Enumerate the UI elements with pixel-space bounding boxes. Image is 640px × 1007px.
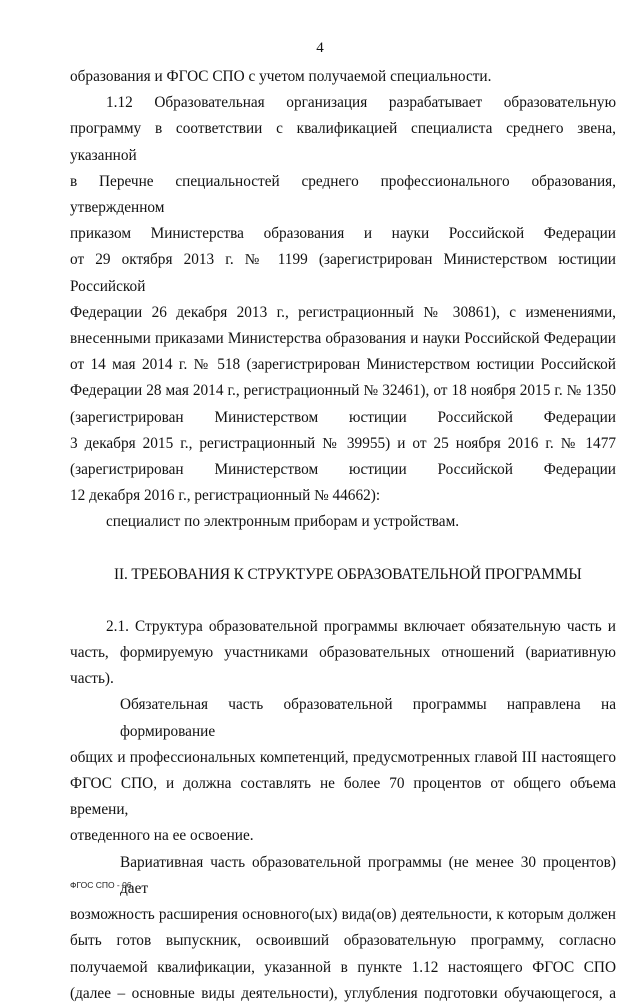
text-line: программу в соответствии с квалификацией специалиста среднего звена, указанной [70, 120, 616, 164]
text-line: (далее – основные виды деятельности), углубления подготовки обучающегося, а [70, 984, 616, 1002]
text-line: получаемой квалификации, указанной в пункте 1.12 настоящего ФГОС СПО [70, 958, 616, 976]
spacer [70, 588, 616, 614]
text-line: ФГОС СПО, и должна составлять не более 70 процентов от общего объема времени, [70, 775, 616, 819]
paragraph-2-1-start: 2.1. Структура образовательной программы включает обязательную часть и [106, 617, 616, 635]
text-line: общих и профессиональных компетенций, предусмотренных главой III настоящего [70, 748, 616, 766]
text-line: 3 декабря 2015 г., регистрационный № 39955) и от 25 ноября 2016 г. № 1477 [70, 434, 616, 452]
text-line: (зарегистрирован Министерством юстиции Российской Федерации [70, 461, 616, 479]
text-line: приказом Министерства образования и науки Российской Федерации [70, 225, 616, 243]
text-line: Федерации 26 декабря 2013 г., регистрационный № 30861), с изменениями, [70, 303, 616, 321]
text-line: отведенного на ее освоение. [70, 827, 254, 845]
paragraph-variable-start: Вариативная часть образовательной программы (не менее 30 процентов) дает [120, 853, 616, 897]
text-line: Федерации 28 мая 2014 г., регистрационный № 32461), от 18 ноября 2015 г. № 1350 [70, 382, 616, 400]
text-line: (зарегистрирован Министерством юстиции Российской Федерации [70, 408, 616, 426]
text-line: от 29 октября 2013 г. № 1199 (зарегистрирован Министерством юстиции Российской [70, 251, 616, 295]
section-heading: II. ТРЕБОВАНИЯ К СТРУКТУРЕ ОБРАЗОВАТЕЛЬНОЙ ПРОГРАММЫ [114, 565, 582, 583]
text-line: от 14 мая 2014 г. № 518 (зарегистрирован Министерством юстиции Российской [70, 356, 616, 374]
specialty-line: специалист по электронным приборам и устройствам. [106, 513, 460, 531]
text-line: часть, формируемую участниками образовательных отношений (вариативную [70, 644, 616, 662]
text-line: образования и ФГОС СПО с учетом получаемой специальности. [70, 68, 492, 85]
footer-label: ФГОС СПО - 06 [70, 880, 132, 890]
text-line: часть). [70, 670, 114, 688]
text-line: быть готов выпускник, освоивший образовательную программу, согласно [70, 932, 616, 950]
spacer [70, 536, 616, 562]
text-line: внесенными приказами Министерства образования и науки Российской Федерации [70, 330, 616, 348]
paragraph-mandatory-start: Обязательная часть образовательной программы направлена на формирование [120, 696, 616, 740]
document-body [70, 64, 616, 1007]
text-line: возможность расширения основного(ых) вида(ов) деятельности, к которым должен [70, 906, 616, 924]
text-line: в Перечне специальностей среднего профессионального образования, утвержденном [70, 172, 616, 217]
text-line: 12 декабря 2016 г., регистрационный № 44662): [70, 487, 381, 505]
paragraph-1-12-start: 1.12 Образовательная организация разрабатывает образовательную [106, 94, 616, 112]
page-number: 4 [316, 40, 324, 56]
